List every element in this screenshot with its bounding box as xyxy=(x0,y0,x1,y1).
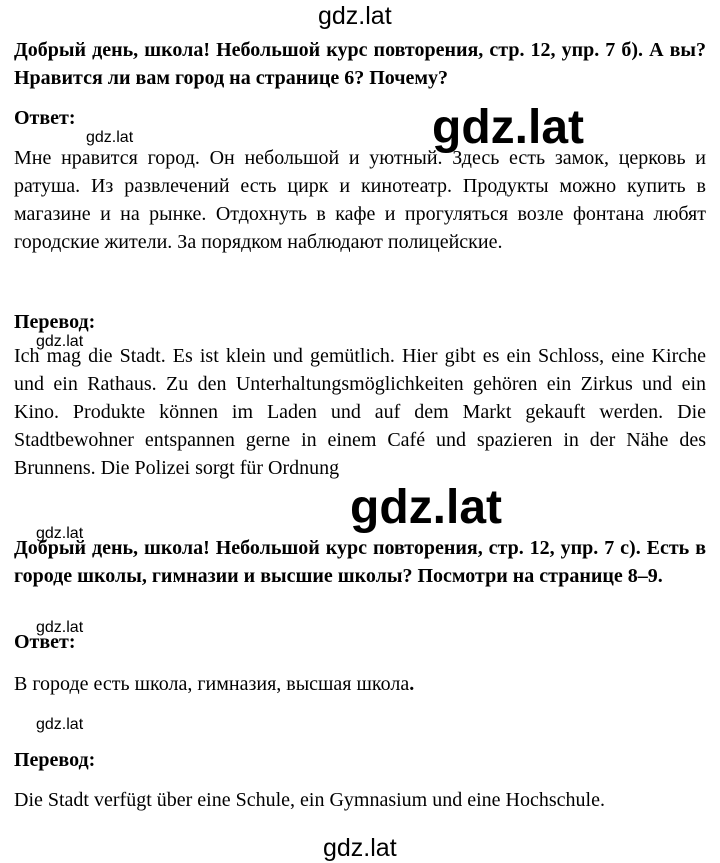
answer-period: . xyxy=(409,673,415,695)
watermark-bottom: gdz.lat xyxy=(323,834,397,862)
answer-label: Ответ: xyxy=(14,107,76,129)
translation-label: Перевод: xyxy=(14,749,96,771)
watermark-large: gdz.lat xyxy=(432,101,584,154)
answer-sentence: В городе есть школа, гимназия, высшая школа xyxy=(14,673,410,695)
watermark-small: gdz.lat xyxy=(86,129,134,146)
exercise-heading-7c: Добрый день, школа! Небольшой курс повторения, стр. 12, упр. 7 с). Есть в городе школы, гимназии и высшие школы? Посмотри на странице 8–9. xyxy=(14,537,706,587)
answer-text: Мне нравится город. Он небольшой и уютный. Здесь есть замок, церковь и ратуша. Из развлечений есть цирк и кинотеатр. Продукты можно купить в магазине и на рынке. Отдохнуть в кафе и прогуляться возле фонтана любят городские жители. За порядком наблюдают полицейские. xyxy=(14,147,706,253)
watermark-small: gdz.lat xyxy=(36,619,84,636)
exercise-heading-7b: Добрый день, школа! Небольшой курс повторения, стр. 12, упр. 7 б). А вы? Нравится ли вам город на странице 6? Почему? xyxy=(14,39,706,89)
translation-text: Die Stadt verfügt über eine Schule, ein Gymnasium und eine Hochschule. xyxy=(14,789,605,811)
watermark-large: gdz.lat xyxy=(350,481,502,534)
answer-label: Ответ: xyxy=(14,631,76,653)
watermark-top: gdz.lat xyxy=(318,2,392,30)
translation-text: Ich mag die Stadt. Es ist klein und gemütlich. Hier gibt es ein Schloss, eine Kirche und ein Rathaus. Zu den Unterhaltungsmöglichkeiten gehören ein Zirkus und ein Kino. Produkte können im Laden und auf dem Markt gekauft werden. Die Stadtbewohner entspannen gerne in einem Café und spazieren in der Nähe des Brunnens. Die Polizei sorgt für Ordnung xyxy=(14,345,706,479)
watermark-small: gdz.lat xyxy=(36,525,84,542)
translation-label: Перевод: xyxy=(14,311,96,333)
answer-text xyxy=(14,670,414,698)
watermark-small: gdz.lat xyxy=(36,333,84,350)
watermark-small: gdz.lat xyxy=(36,716,84,733)
